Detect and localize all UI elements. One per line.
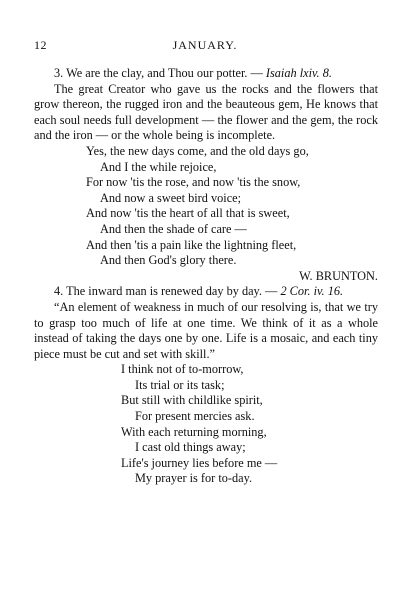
entry-4-verse-text: The inward man is renewed day by day. —: [66, 284, 278, 299]
entry-4-number: 4.: [54, 284, 64, 299]
poem-line: And then 'tis a pain like the lightning fleet,: [86, 237, 297, 252]
poem-line: And then God's glory there.: [100, 253, 237, 268]
entry-3-commentary: The great Creator who gave us the rocks and the flowers that grow thereon, the rugged iron and the beauteous gem, He knows that each soul needs full development — the flower and the gem, the rock and the iron — or the whole being is incomplete.: [34, 81, 378, 143]
poem-line: And now 'tis the heart of all that is sweet,: [86, 206, 290, 221]
poem-line: I cast old things away;: [135, 440, 246, 455]
poem-line: With each returning morning,: [121, 424, 267, 439]
page-header: [34, 38, 376, 54]
poem-line: But still with childlike spirit,: [121, 393, 263, 408]
entry-3-attribution: W. BRUNTON.: [299, 268, 378, 283]
poem-line: Life's journey lies before me —: [121, 455, 278, 470]
entry-4-reference: 2 Cor. iv. 16.: [280, 284, 344, 299]
entry-4-quote: “An element of weakness in much of our resolving is, that we try to grasp too much of life at one time. We think of it as a whole instead of taking the days one by one. Life is a mosaic, and each tiny piece must be cut and set with skill.”: [34, 299, 378, 361]
entry-4-verse: [34, 284, 378, 300]
poem-line: And now a sweet bird voice;: [100, 190, 242, 205]
poem-line: For now 'tis the rose, and now 'tis the snow,: [86, 175, 301, 190]
page-number: 12: [34, 38, 47, 52]
entry-3-reference: Isaiah lxiv. 8.: [265, 66, 332, 80]
entry-3-verse: [34, 66, 378, 82]
poem-line: And then the shade of care —: [100, 221, 247, 236]
entry-3-poem: [34, 144, 378, 269]
running-title: JANUARY.: [172, 38, 238, 52]
poem-line: I think not of to-morrow,: [121, 362, 244, 377]
entry-4-poem: [34, 362, 378, 487]
entry-3-verse-text: We are the clay, and Thou our potter. —: [66, 66, 263, 80]
poem-line: And I the while rejoice,: [100, 159, 217, 174]
poem-line: My prayer is for to-day.: [135, 471, 253, 486]
poem-line: Yes, the new days come, and the old days go,: [86, 143, 309, 158]
poem-line: Its trial or its task;: [135, 377, 225, 392]
entry-3-number: 3.: [54, 66, 64, 80]
page-body: [34, 66, 378, 487]
poem-line: For present mercies ask.: [135, 409, 255, 424]
